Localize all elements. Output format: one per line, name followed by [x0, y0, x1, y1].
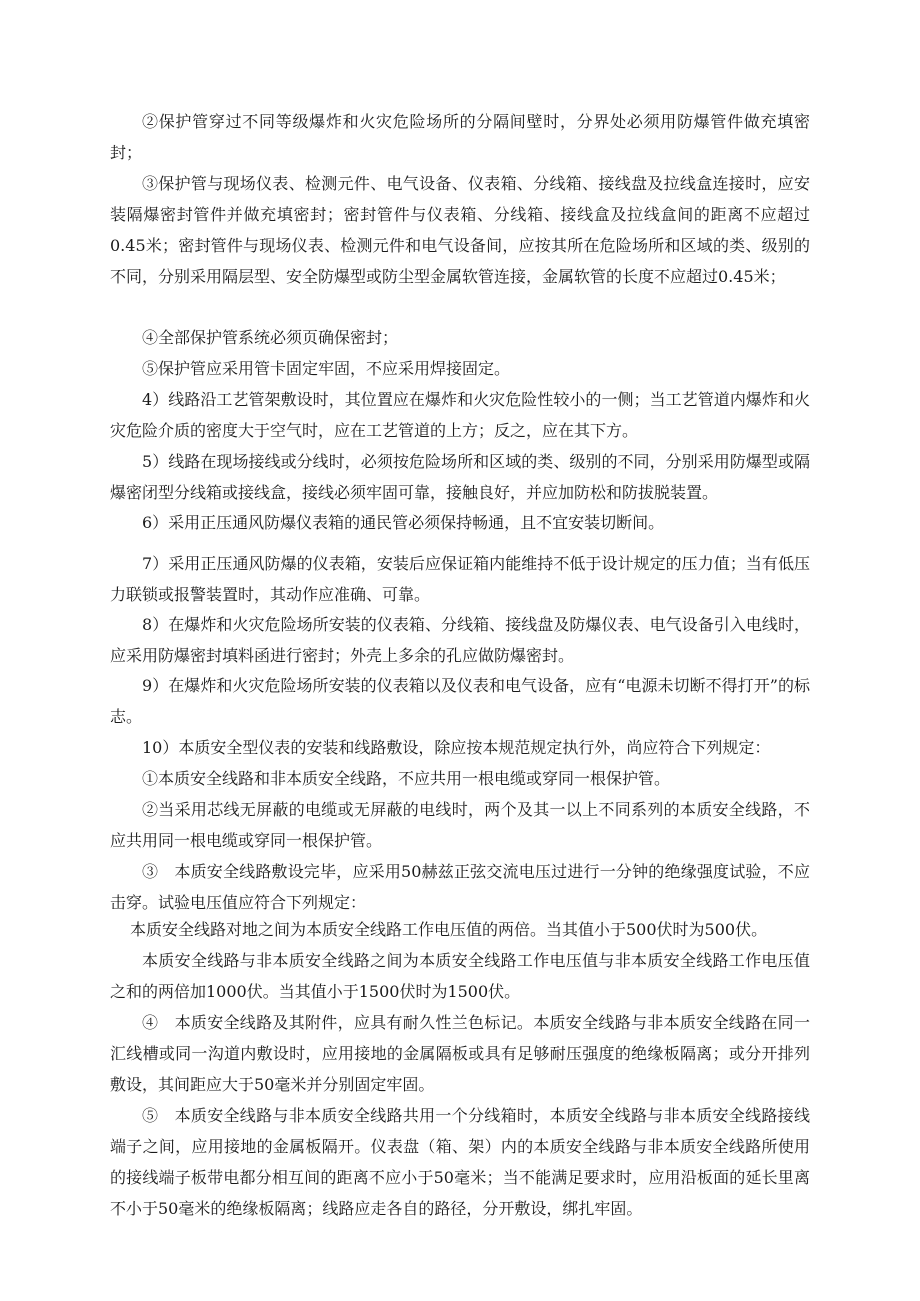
paragraph-item-6: 6）采用正压通风防爆仪表箱的通民管必须保持畅通，且不宜安装切断间。	[142, 513, 665, 532]
paragraph-rule-3: ③ 本质安全线路敷设完毕，应采用50赫兹正弦交流电压过进行一分钟的绝缘强度试验，不应击穿。试验电压值应符合下列规定：	[110, 862, 810, 912]
paragraph-rule-2: ②当采用芯线无屏蔽的电缆或无屏蔽的电线时，两个及其一以上不同系列的本质安全线路，不应共用同一根电缆或穿同一根保护管。	[110, 800, 810, 850]
paragraph-item-4: 4）线路沿工艺管架敷设时，其位置应在爆炸和火灾危险性较小的一侧；当工艺管道内爆炸和火灾危险介质的密度大于空气时，应在工艺管道的上方；反之，应在其下方。	[110, 390, 810, 440]
paragraph-item-9: 9）在爆炸和火灾危险场所安装的仪表箱以及仪表和电气设备，应有“电源未切断不得打开”的标志。	[110, 676, 810, 726]
paragraph-protective-pipe-sealing: ③保护管与现场仪表、检测元件、电气设备、仪表箱、分线箱、接线盘及拉线盒连接时，应安装隔爆密封管件并做充填密封；密封管件与仪表箱、分线箱、接线盒及拉线盒间的距离不应超过0.45米；密封管件与现场仪表、检测元件和电气设备间，应按其所在危险场所和区域的类、级别的不同，分别采用隔层型、安全防爆型或防尘型金属软管连接，金属软管的长度不应超过0.45米；	[110, 174, 810, 286]
paragraph-item-5: 5）线路在现场接线或分线时，必须按危险场所和区域的类、级别的不同，分别采用防爆型或隔爆密闭型分线箱或接线盒，接线必须牢固可靠，接触良好，并应加防松和防拔脱装置。	[110, 452, 810, 502]
paragraph-protective-pipe-partition: ②保护管穿过不同等级爆炸和火灾危险场所的分隔间壁时，分界处必须用防爆管件做充填密封；	[110, 112, 810, 162]
paragraph-pipe-clamp: ⑤保护管应采用管卡固定牢固，不应采用焊接固定。	[142, 359, 511, 378]
paragraph-item-8: 8）在爆炸和火灾危险场所安装的仪表箱、分线箱、接线盘及防爆仪表、电气设备引入电线时，应采用防爆密封填料函进行密封；外壳上多余的孔应做防爆密封。	[110, 615, 810, 665]
paragraph-full-sealing: ④全部保护管系统必须页确保密封；	[142, 328, 399, 347]
paragraph-voltage-ground: 本质安全线路对地之间为本质安全线路工作电压值的两倍。当其值小于500伏时为500伏。	[130, 920, 768, 939]
paragraph-rule-5: ⑤ 本质安全线路与非本质安全线路共用一个分线箱时，本质安全线路与非本质安全线路接线端子之间，应用接地的金属板隔开。仪表盘（箱、架）内的本质安全线路与非本质安全线路所使用的接线端子板带电都分相互间的距离不应小于50毫米；当不能满足要求时，应用沿板面的延长里离不小于50毫米的绝缘板隔离；线路应走各自的路径，分开敷设，绑扎牢固。	[110, 1106, 810, 1218]
paragraph-rule-4: ④ 本质安全线路及其附件，应具有耐久性兰色标记。本质安全线路与非本质安全线路在同一汇线槽或同一沟道内敷设时，应用接地的金属隔板或具有足够耐压强度的绝缘板隔离；或分开排列敷设，其间距应大于50毫米并分别固定牢固。	[110, 1013, 810, 1094]
paragraph-item-10: 10）本质安全型仪表的安装和线路敷设，除应按本规范规定执行外，尚应符合下列规定：	[142, 738, 771, 757]
paragraph-rule-1: ①本质安全线路和非本质安全线路，不应共用一根电缆或穿同一根保护管。	[142, 769, 671, 788]
paragraph-item-7: 7）采用正压通风防爆的仪表箱，安装后应保证箱内能维持不低于设计规定的压力值；当有低压力联锁或报警装置时，其动作应准确、可靠。	[110, 554, 810, 604]
paragraph-voltage-mixed: 本质安全线路与非本质安全线路之间为本质安全线路工作电压值与非本质安全线路工作电压值之和的两倍加1000伏。当其值小于1500伏时为1500伏。	[110, 951, 810, 1001]
